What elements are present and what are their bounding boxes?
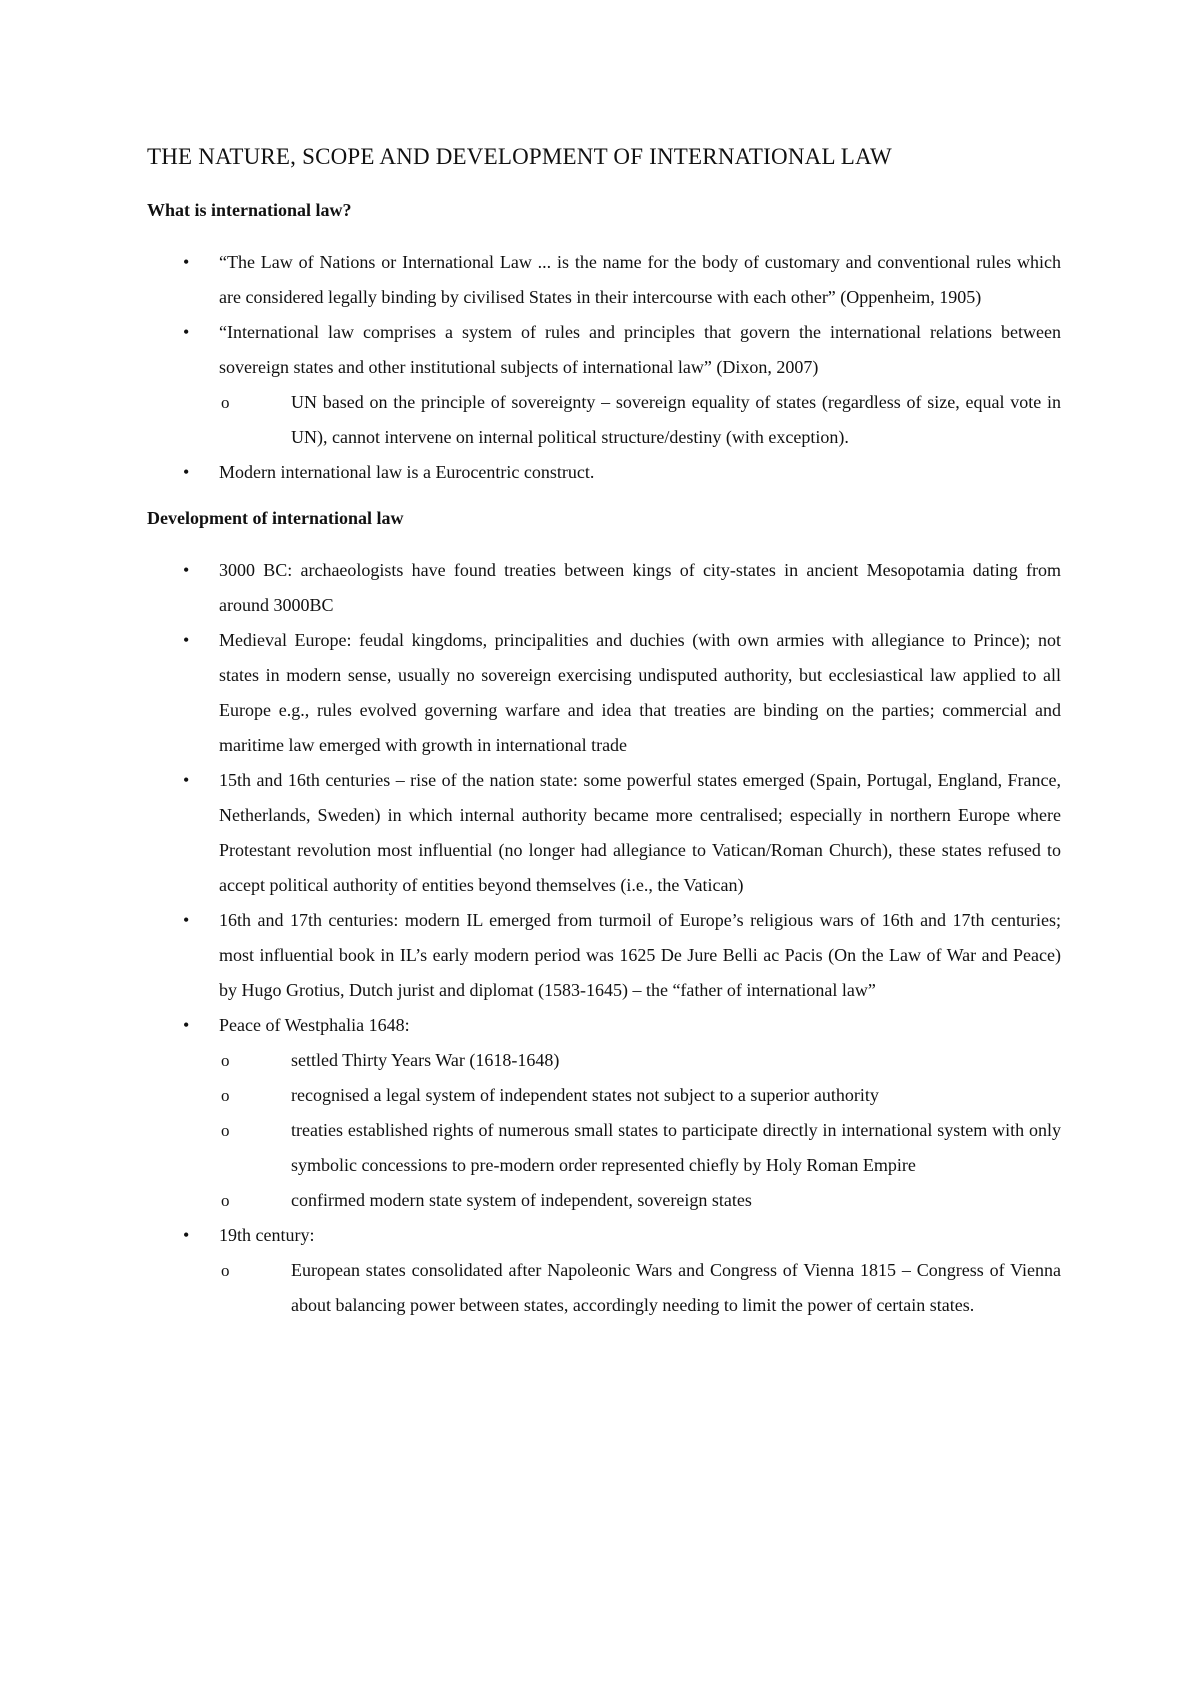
list-item bbox=[147, 763, 1061, 903]
sub-list-item-text: UN based on the principle of sovereignty – sovereign equality of states (regardless of size, equal vote in UN), cannot intervene on internal political structure/destiny (with exception). bbox=[291, 392, 1061, 447]
sub-list-item bbox=[219, 1253, 1061, 1323]
sub-list-item bbox=[219, 1078, 1061, 1113]
sub-list-item-text: treaties established rights of numerous small states to participate directly in international system with only symbolic concessions to pre-modern order represented chiefly by Holy Roman Empire bbox=[291, 1120, 1061, 1175]
section-development bbox=[147, 508, 1061, 1323]
sub-bullet-list bbox=[219, 385, 1061, 455]
sub-list-item-text: recognised a legal system of independent states not subject to a superior authority bbox=[291, 1085, 879, 1105]
bullet-icon: • bbox=[183, 910, 190, 930]
list-item-text: 3000 BC: archaeologists have found treaties between kings of city-states in ancient Mesopotamia dating from around 3000BC bbox=[219, 560, 1061, 615]
sub-list-item-text: settled Thirty Years War (1618-1648) bbox=[291, 1050, 560, 1070]
list-item bbox=[147, 245, 1061, 315]
bullet-icon: • bbox=[183, 630, 190, 650]
list-item bbox=[147, 623, 1061, 763]
list-item bbox=[147, 455, 1061, 490]
list-item-text: 16th and 17th centuries: modern IL emerged from turmoil of Europe’s religious wars of 16th and 17th centuries; most influential book in IL’s early modern period was 1625 De Jure Belli ac Pacis (On the Law of War and Peace) by Hugo Grotius, Dutch jurist and diplomat (1583-1645) – the “father of international law” bbox=[219, 910, 1061, 1000]
sub-list-item-text: European states consolidated after Napoleonic Wars and Congress of Vienna 1815 – Congress of Vienna about balancing power between states, accordingly needing to limit the power of certain states. bbox=[291, 1260, 1061, 1315]
section-heading: What is international law? bbox=[147, 200, 352, 220]
section-what-is-il bbox=[147, 200, 1061, 490]
bullet-icon: • bbox=[183, 770, 190, 790]
bullet-list bbox=[147, 553, 1061, 1323]
section-heading: Development of international law bbox=[147, 508, 404, 528]
sub-bullet-icon: o bbox=[221, 1086, 230, 1105]
sub-list-item bbox=[219, 1183, 1061, 1218]
bullet-icon: • bbox=[183, 1225, 190, 1245]
bullet-icon: • bbox=[183, 462, 190, 482]
sub-list-item bbox=[219, 385, 1061, 455]
sub-bullet-icon: o bbox=[221, 1121, 230, 1140]
list-item-text: 15th and 16th centuries – rise of the nation state: some powerful states emerged (Spain, Portugal, England, France, Netherlands, Sweden) in which internal authority became more centralised; especially in northern Europe where Protestant revolution most influential (no longer had allegiance to Vatican/Roman Church), these states refused to accept political authority of entities beyond themselves (i.e., the Vatican) bbox=[219, 770, 1061, 895]
page-title: THE NATURE, SCOPE AND DEVELOPMENT OF INTERNATIONAL LAW bbox=[147, 144, 892, 169]
sub-bullet-list bbox=[219, 1253, 1061, 1323]
sub-bullet-list bbox=[219, 1043, 1061, 1218]
list-item bbox=[147, 553, 1061, 623]
list-item bbox=[147, 315, 1061, 455]
list-item-text: 19th century: bbox=[219, 1225, 315, 1245]
sub-list-item bbox=[219, 1043, 1061, 1078]
sub-list-item bbox=[219, 1113, 1061, 1183]
sub-bullet-icon: o bbox=[221, 1261, 230, 1280]
list-item-text: Medieval Europe: feudal kingdoms, principalities and duchies (with own armies with allegiance to Prince); not states in modern sense, usually no sovereign exercising undisputed authority, but ecclesiastical law applied to all Europe e.g., rules evolved governing warfare and idea that treaties are binding on the parties; commercial and maritime law emerged with growth in international trade bbox=[219, 630, 1061, 755]
bullet-icon: • bbox=[183, 322, 190, 342]
list-item bbox=[147, 903, 1061, 1008]
list-item-text: “The Law of Nations or International Law ... is the name for the body of customary and conventional rules which are considered legally binding by civilised States in their intercourse with each other” (Oppenheim, 1905) bbox=[219, 252, 1061, 307]
sub-bullet-icon: o bbox=[221, 1051, 230, 1070]
list-item-text: “International law comprises a system of rules and principles that govern the international relations between sovereign states and other institutional subjects of international law” (Dixon, 2007) bbox=[219, 322, 1061, 377]
list-item bbox=[147, 1218, 1061, 1323]
sub-list-item-text: confirmed modern state system of independent, sovereign states bbox=[291, 1190, 752, 1210]
bullet-list bbox=[147, 245, 1061, 490]
document-page bbox=[147, 144, 1061, 1323]
sub-bullet-icon: o bbox=[221, 1191, 230, 1210]
list-item-text: Peace of Westphalia 1648: bbox=[219, 1015, 410, 1035]
sub-bullet-icon: o bbox=[221, 393, 230, 412]
list-item-text: Modern international law is a Eurocentric construct. bbox=[219, 462, 595, 482]
list-item bbox=[147, 1008, 1061, 1218]
bullet-icon: • bbox=[183, 252, 190, 272]
bullet-icon: • bbox=[183, 1015, 190, 1035]
bullet-icon: • bbox=[183, 560, 190, 580]
